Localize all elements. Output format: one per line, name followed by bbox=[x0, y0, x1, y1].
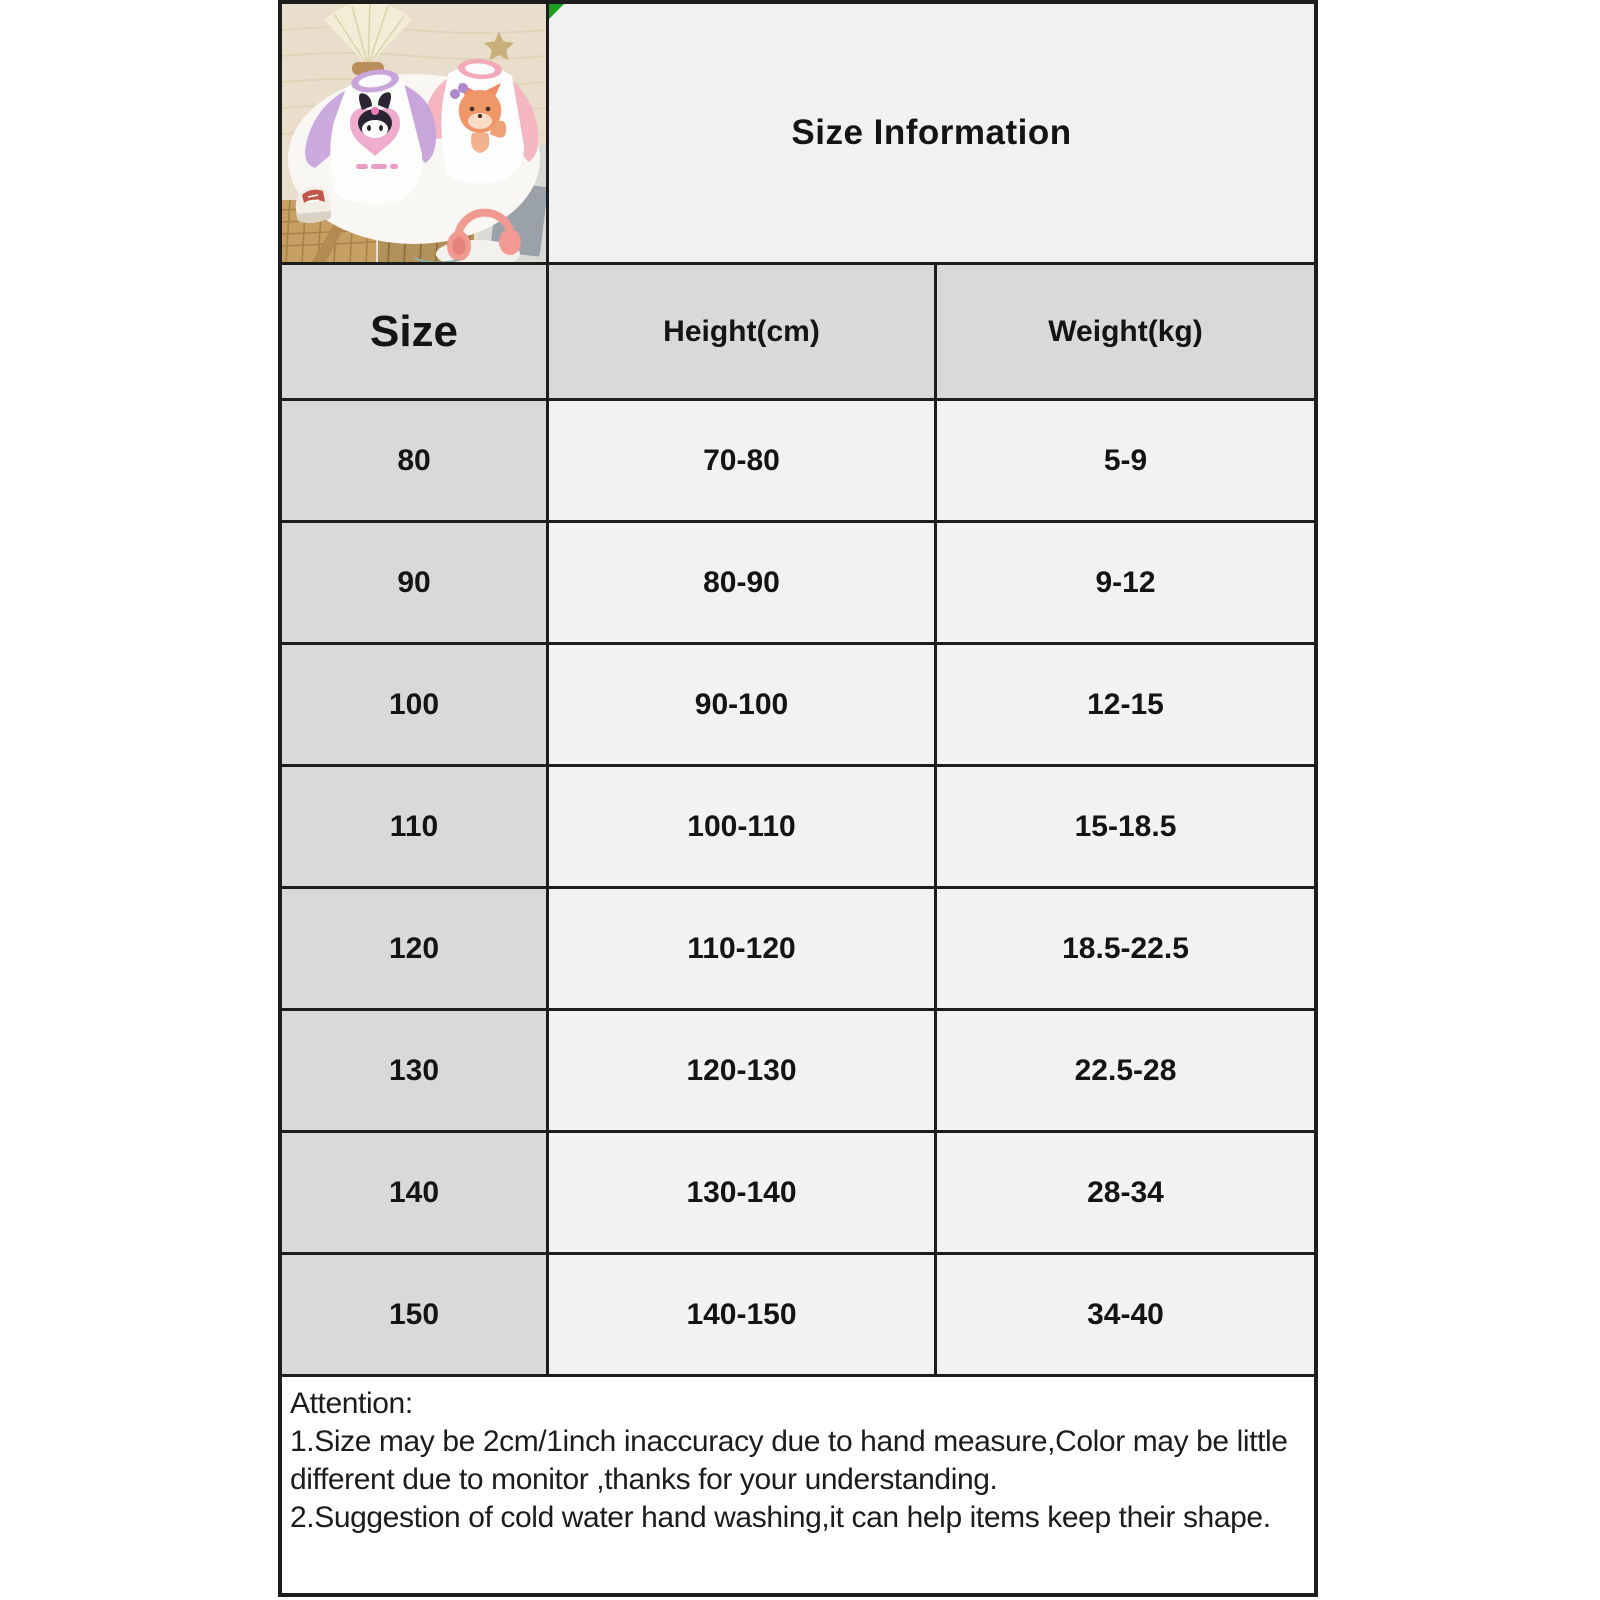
column-header-weight: Weight(kg) bbox=[937, 265, 1314, 398]
attention-line-2: different due to monitor ,thanks for your understanding. bbox=[290, 1463, 998, 1496]
row-3-weight: 15-18.5 bbox=[937, 767, 1314, 886]
row-6-size: 140 bbox=[282, 1133, 546, 1252]
row-2-size: 100 bbox=[282, 645, 546, 764]
product-photo bbox=[282, 4, 546, 262]
attention-line-1: 1.Size may be 2cm/1inch inaccuracy due to hand measure,Color may be little bbox=[290, 1425, 1288, 1458]
row-1-weight: 9-12 bbox=[937, 523, 1314, 642]
row-4-size: 120 bbox=[282, 889, 546, 1008]
attention-heading: Attention: bbox=[290, 1387, 413, 1420]
row-1-height: 80-90 bbox=[549, 523, 934, 642]
row-5-weight: 22.5-28 bbox=[937, 1011, 1314, 1130]
row-2-height: 90-100 bbox=[549, 645, 934, 764]
column-header-size: Size bbox=[282, 265, 546, 398]
green-corner-flag-icon bbox=[549, 4, 564, 19]
row-0-size: 80 bbox=[282, 401, 546, 520]
row-4-height: 110-120 bbox=[549, 889, 934, 1008]
row-7-height: 140-150 bbox=[549, 1255, 934, 1374]
row-2-weight: 12-15 bbox=[937, 645, 1314, 764]
row-1-size: 90 bbox=[282, 523, 546, 642]
row-5-size: 130 bbox=[282, 1011, 546, 1130]
row-0-height: 70-80 bbox=[549, 401, 934, 520]
row-3-size: 110 bbox=[282, 767, 546, 886]
page-title: Size Information bbox=[791, 113, 1072, 152]
row-7-weight: 34-40 bbox=[937, 1255, 1314, 1374]
row-5-height: 120-130 bbox=[549, 1011, 934, 1130]
row-6-height: 130-140 bbox=[549, 1133, 934, 1252]
row-6-weight: 28-34 bbox=[937, 1133, 1314, 1252]
row-7-size: 150 bbox=[282, 1255, 546, 1374]
size-information-header-cell bbox=[549, 4, 1314, 262]
product-photo-cell bbox=[282, 4, 546, 262]
column-header-height: Height(cm) bbox=[549, 265, 934, 398]
row-4-weight: 18.5-22.5 bbox=[937, 889, 1314, 1008]
attention-note bbox=[282, 1377, 1314, 1593]
size-chart-sheet bbox=[278, 0, 1318, 1597]
attention-line-3: 2.Suggestion of cold water hand washing,it can help items keep their shape. bbox=[290, 1501, 1271, 1534]
row-0-weight: 5-9 bbox=[937, 401, 1314, 520]
row-3-height: 100-110 bbox=[549, 767, 934, 886]
